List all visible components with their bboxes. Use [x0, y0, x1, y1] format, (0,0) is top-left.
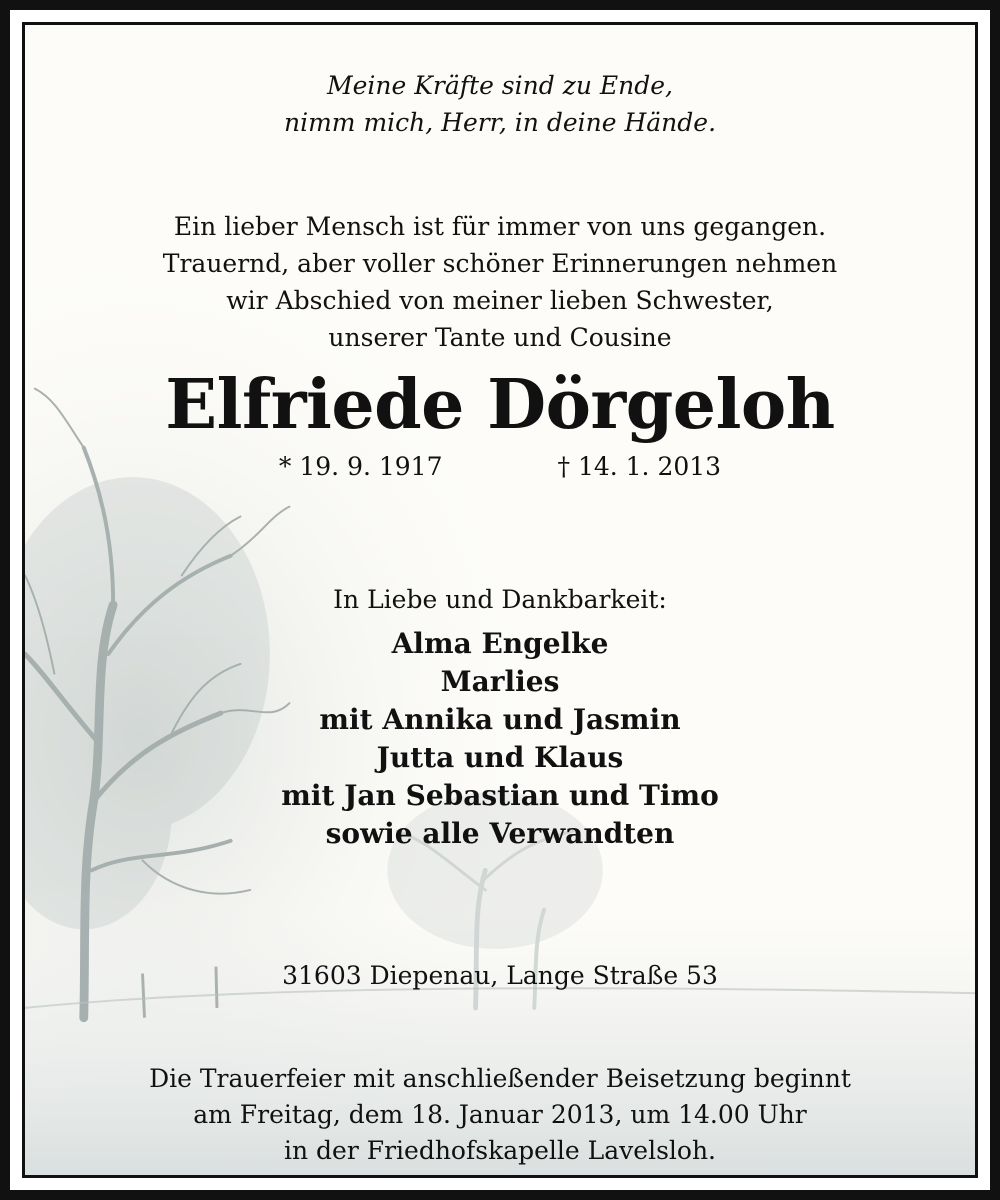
- motto-verse: [25, 67, 975, 141]
- mourner-name: Alma Engelke: [391, 627, 609, 660]
- intro-text: [25, 208, 975, 356]
- service-line: Die Trauerfeier mit anschließender Beisetzung beginnt: [149, 1064, 851, 1093]
- notice-content: [25, 25, 975, 1175]
- mourners-list: [25, 625, 975, 853]
- mourners-heading: In Liebe und Dankbarkeit:: [333, 585, 667, 614]
- deceased-name: Elfriede Dörgeloh: [165, 365, 835, 445]
- mourner-name: mit Annika und Jasmin: [319, 703, 681, 736]
- service-details: [25, 1061, 975, 1169]
- motto-line: nimm mich, Herr, in deine Hände.: [283, 108, 717, 137]
- service-line: in der Friedhofskapelle Lavelsloh.: [284, 1136, 716, 1165]
- mourner-name: Marlies: [440, 665, 560, 698]
- family-address: 31603 Diepenau, Lange Straße 53: [282, 961, 718, 990]
- mourner-name: sowie alle Verwandten: [325, 817, 675, 850]
- notice-panel: [22, 22, 978, 1178]
- intro-line: Trauernd, aber voller schöner Erinnerungen nehmen: [162, 249, 838, 278]
- life-dates: [25, 450, 975, 484]
- service-line: am Freitag, dem 18. Januar 2013, um 14.00 Uhr: [193, 1100, 807, 1129]
- birth-date: * 19. 9. 1917: [278, 452, 443, 481]
- intro-line: Ein lieber Mensch ist für immer von uns gegangen.: [173, 212, 827, 241]
- mourner-name: Jutta und Klaus: [376, 741, 624, 774]
- mourner-name: mit Jan Sebastian und Timo: [281, 779, 719, 812]
- death-date: † 14. 1. 2013: [557, 452, 722, 481]
- intro-line: wir Abschied von meiner lieben Schwester,: [226, 286, 774, 315]
- intro-line: unserer Tante und Cousine: [328, 323, 672, 352]
- motto-line: Meine Kräfte sind zu Ende,: [327, 71, 673, 100]
